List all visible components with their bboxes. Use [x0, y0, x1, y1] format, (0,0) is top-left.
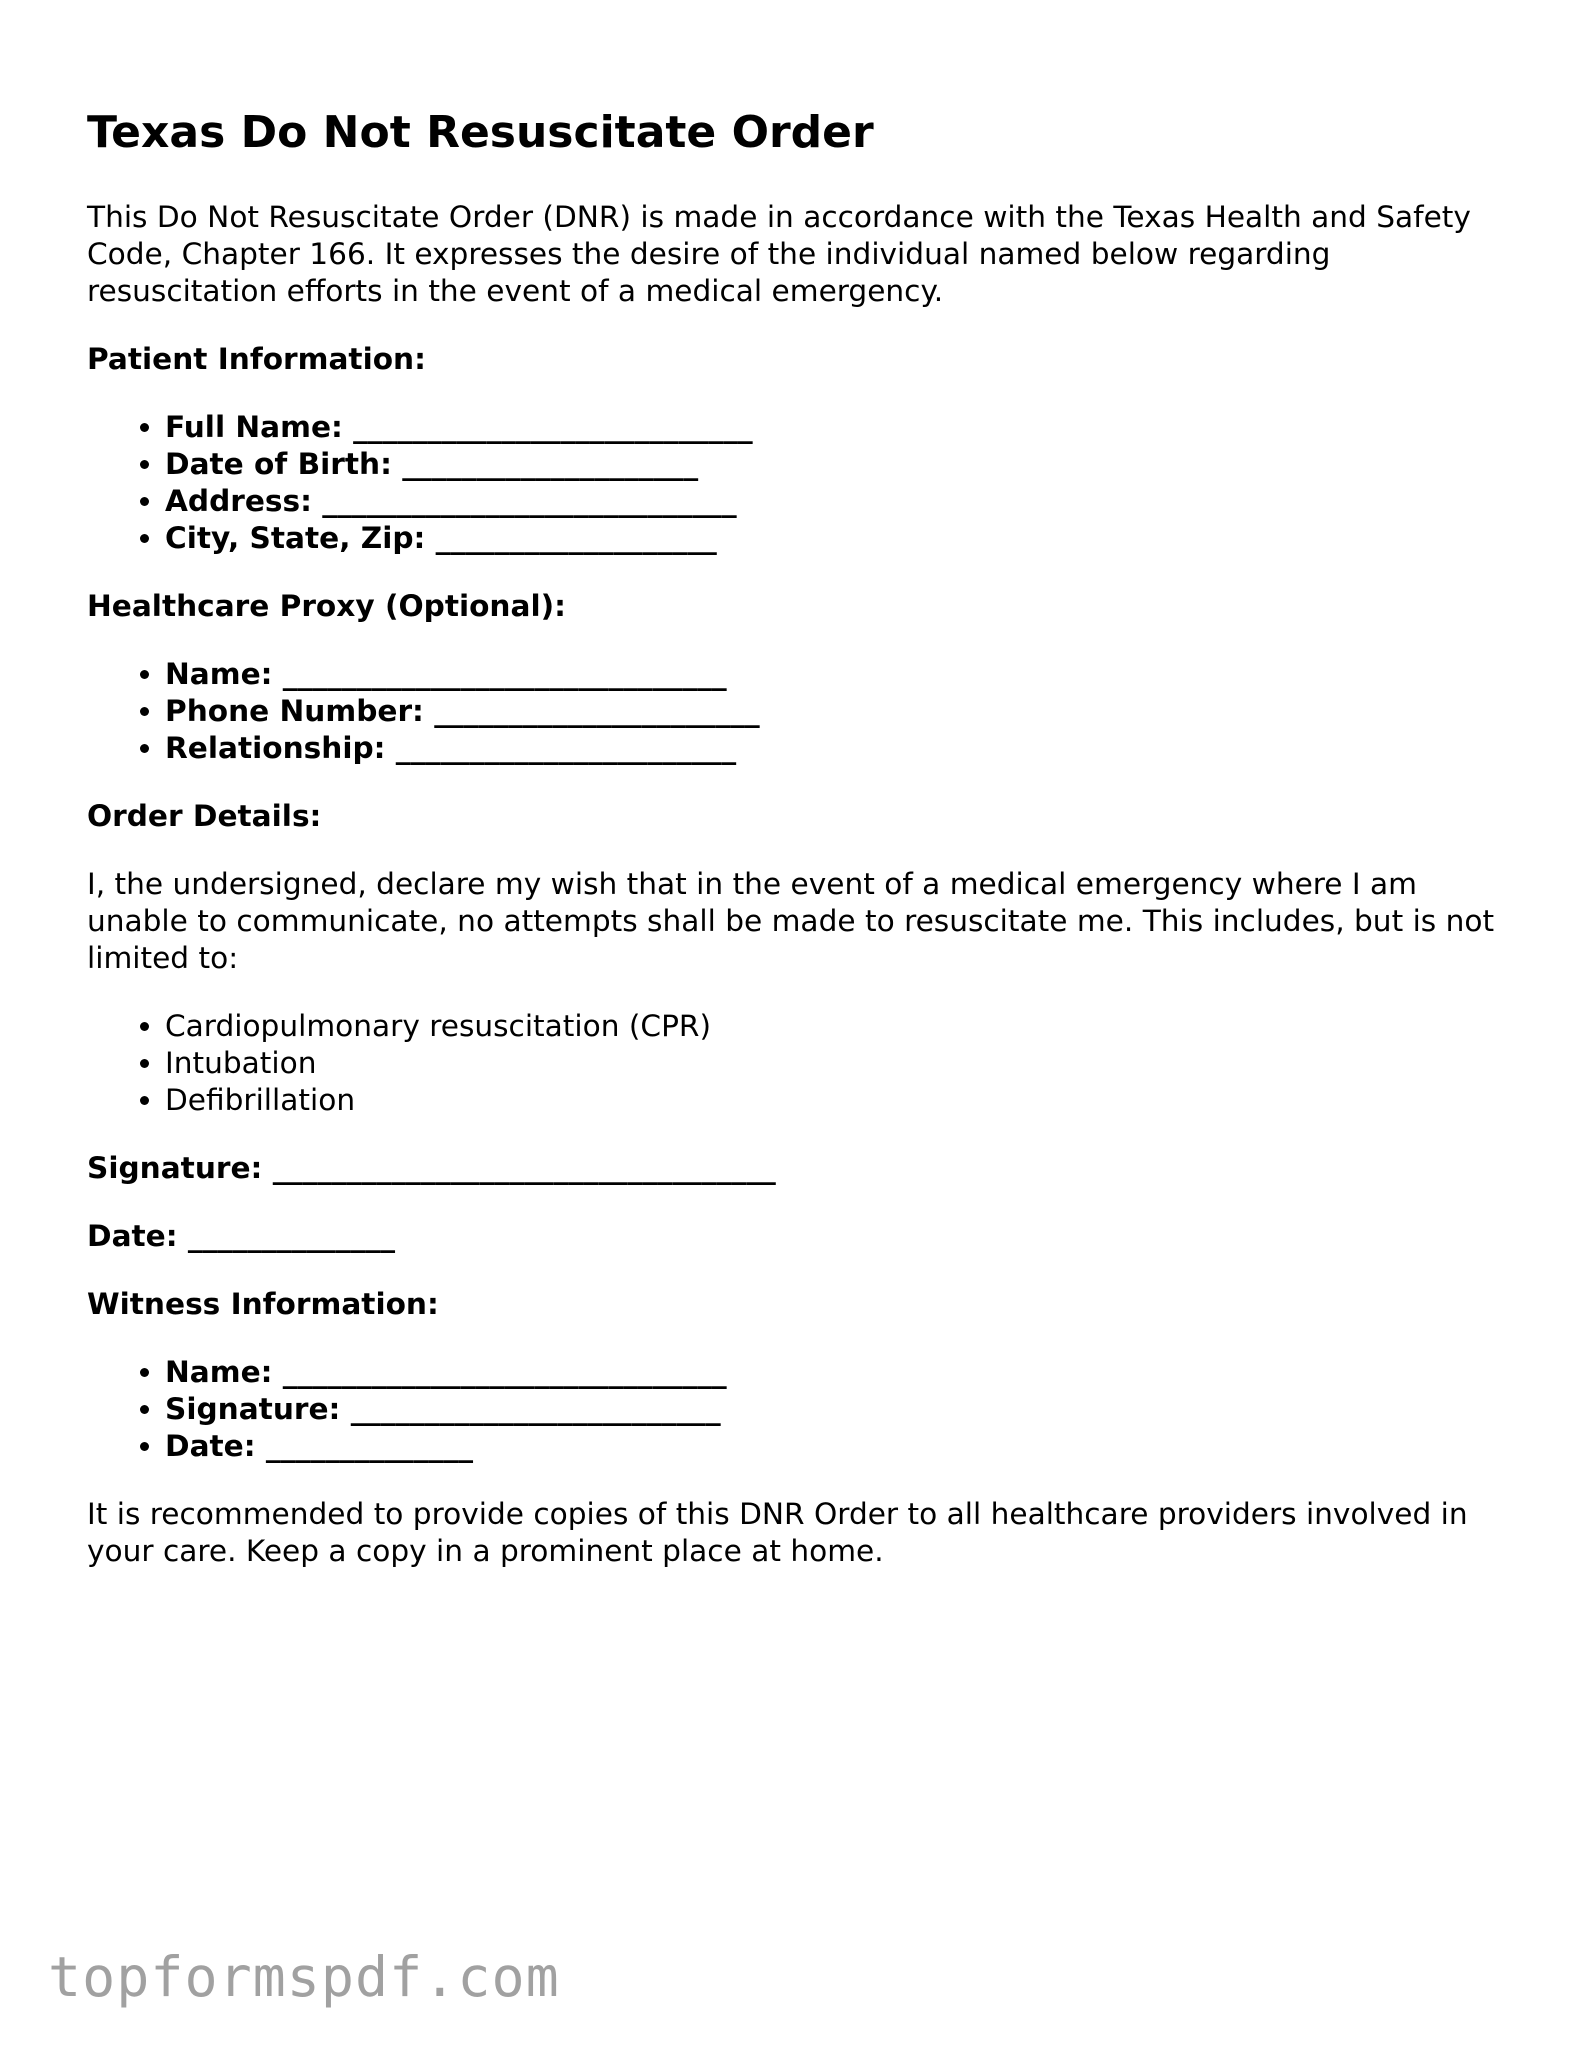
- proxy-list: [87, 656, 1507, 767]
- order-details-heading: Order Details:: [87, 799, 322, 833]
- witness-date-field[interactable]: • Date: ______________: [165, 1428, 1507, 1465]
- proxy-heading: Healthcare Proxy (Optional):: [87, 589, 566, 623]
- patient-dob-field[interactable]: • Date of Birth: ____________________: [165, 446, 1507, 483]
- witness-heading: Witness Information:: [87, 1287, 439, 1321]
- signature-field[interactable]: Signature: __________________________________: [87, 1151, 776, 1185]
- order-details-list: [87, 1008, 1507, 1119]
- witness-signature-field[interactable]: • Signature: _________________________: [165, 1391, 1507, 1428]
- order-details-text: I, the undersigned, declare my wish that in the event of a medical emergency where I am unable to communicate, no attempts shall be made to resuscitate me. This includes, but is not limited to:: [87, 867, 1495, 975]
- document-page: [87, 106, 1507, 1570]
- intro-paragraph: This Do Not Resuscitate Order (DNR) is made in accordance with the Texas Health and Safety Code, Chapter 166. It expresses the desire of the individual named below regarding resuscitation efforts in the event of a medical emergency.: [87, 200, 1471, 308]
- witness-list: [87, 1354, 1507, 1465]
- watermark: topformspdf.com: [48, 1945, 560, 2009]
- patient-info-heading: Patient Information:: [87, 342, 426, 376]
- list-item: • Intubation: [165, 1045, 1507, 1082]
- proxy-relationship-field[interactable]: • Relationship: _______________________: [165, 730, 1507, 767]
- list-item: • Cardiopulmonary resuscitation (CPR): [165, 1008, 1507, 1045]
- list-item: • Defibrillation: [165, 1082, 1507, 1119]
- patient-info-list: [87, 409, 1507, 557]
- witness-name-field[interactable]: • Name: ______________________________: [165, 1354, 1507, 1391]
- proxy-name-field[interactable]: • Name: ______________________________: [165, 656, 1507, 693]
- footer-note: It is recommended to provide copies of this DNR Order to all healthcare providers involved in your care. Keep a copy in a prominent place at home.: [87, 1497, 1468, 1568]
- page-title: Texas Do Not Resuscitate Order: [87, 107, 874, 158]
- patient-full-name-field[interactable]: • Full Name: ___________________________: [165, 409, 1507, 446]
- date-field[interactable]: Date: ______________: [87, 1219, 396, 1253]
- patient-address-field[interactable]: • Address: ____________________________: [165, 483, 1507, 520]
- proxy-phone-field[interactable]: • Phone Number: ______________________: [165, 693, 1507, 730]
- patient-city-state-zip-field[interactable]: • City, State, Zip: ___________________: [165, 520, 1507, 557]
